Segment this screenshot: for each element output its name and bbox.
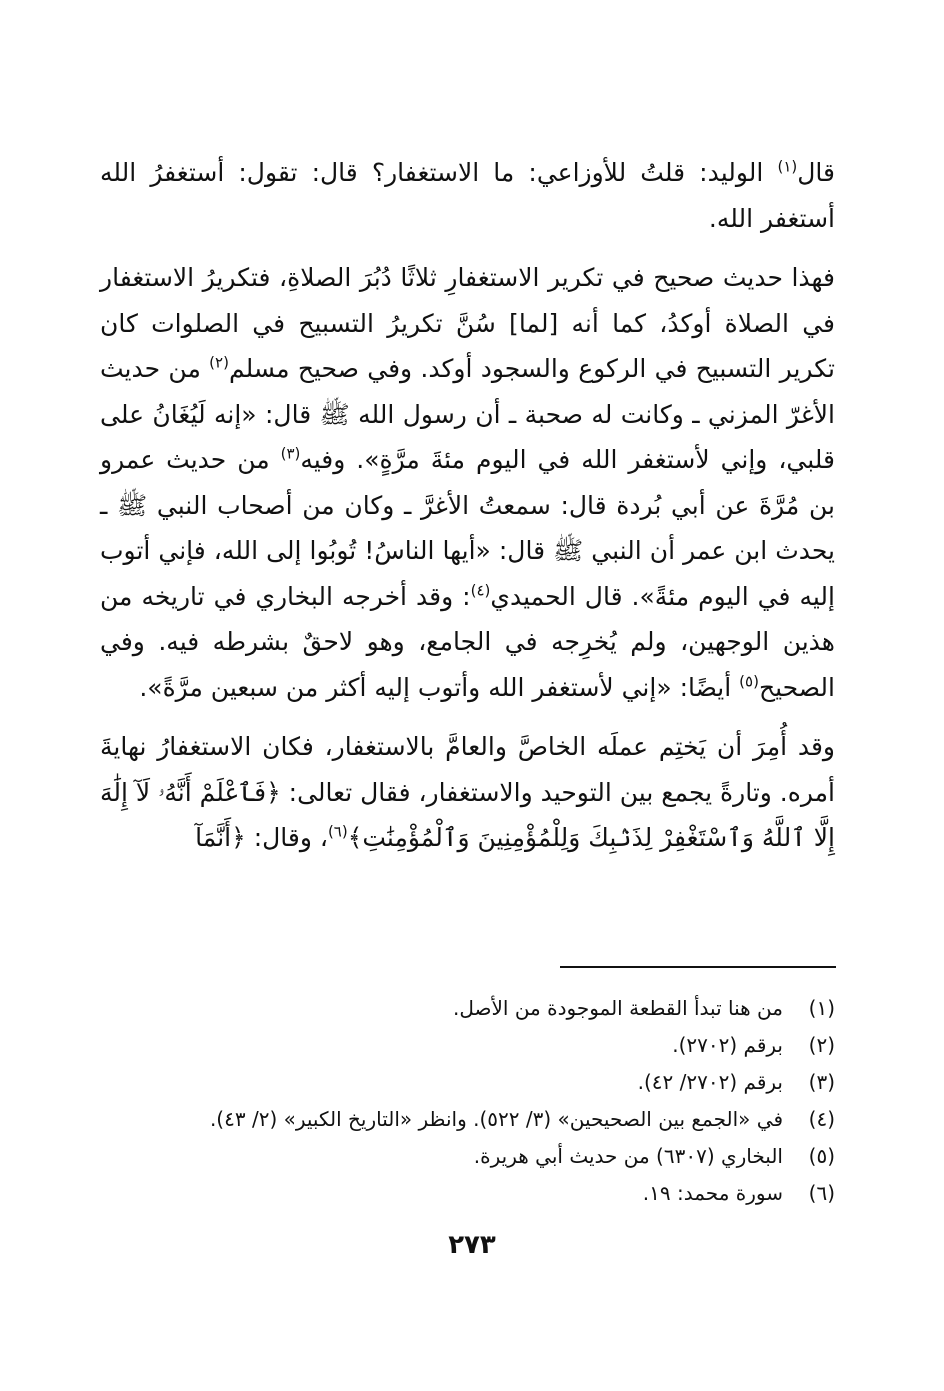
footnote-divider bbox=[560, 966, 836, 968]
footnote-number: (٣) bbox=[808, 1070, 835, 1094]
footnote-item bbox=[100, 1064, 835, 1101]
paragraph-1: قال$^{(١)}$ الوليد: قلتُ للأوزاعي: ما الاستغفار؟ قال: تقول: أستغفرُ الله أستغفر الله. bbox=[100, 157, 835, 233]
footnote-text: سورة محمد: ١٩. bbox=[642, 1181, 783, 1205]
footnote-number: (٥) bbox=[808, 1144, 835, 1168]
paragraph-3: وقد أُمِرَ أن يَختِم عملَه الخاصَّ والعامَّ بالاستغفار، فكان الاستغفارُ نهايةَ أمره. وتارةً يجمع بين التوحيد والاستغفار، فقال تعالى: ﴿فَٱعْلَمْ أَنَّهُۥ لَآ إِلَٰهَ إِلَّا ٱللَّهُ وَٱسْتَغْفِرْ لِذَنۢبِكَ وَلِلْمُؤْمِنِينَ وَٱلْمُؤْمِنَٰتِ﴾$^{(٦)}$، وقال: ﴿أَنَّمَآ bbox=[100, 732, 835, 852]
footnote-ref-3: (٣) bbox=[280, 444, 301, 463]
footnote-item bbox=[100, 1027, 835, 1064]
footnote-text: في «الجمع بين الصحيحين» (٣/ ٥٢٢). وانظر «التاريخ الكبير» (٢/ ٤٣). bbox=[209, 1107, 783, 1131]
footnote-number: (٤) bbox=[808, 1107, 835, 1131]
footnotes bbox=[100, 990, 835, 1212]
footnote-item bbox=[100, 1175, 835, 1212]
footnote-ref-5: (٥) bbox=[739, 672, 759, 691]
footnote-ref-6: (٦) bbox=[327, 822, 348, 841]
footnote-item bbox=[100, 1138, 835, 1175]
page-number: ٢٧٣ bbox=[448, 1230, 496, 1260]
footnote-number: (٦) bbox=[808, 1181, 835, 1205]
footnote-number: (٢) bbox=[808, 1033, 835, 1057]
footnote-item bbox=[100, 990, 835, 1027]
main-text bbox=[100, 150, 835, 875]
paragraph-2: فهذا حديث صحيح في تكرير الاستغفارِ ثلاثًا دُبُرَ الصلاةِ، فتكريرُ الاستغفار في الصلاة أوكدُ، كما أنه [لما] سُنَّ تكريرُ التسبيح في الصلوات كان تكرير التسبيح في الركوع والسجود أوكد. وفي صحيح مسلم$^{(٢)}$ من حديث الأغرّ المزني ـ وكانت له صحبة ـ أن رسول الله ﷺ قال: «إنه لَيُغَانُ على قلبي، وإني لأستغفر الله في اليوم مئةَ مرَّةٍ». وفيه$^{(٣)}$ من حديث عمرو بن مُرَّةَ عن أبي بُردة قال: سمعتُ الأغرَّ ـ وكان من أصحاب النبي ﷺ ـ يحدث ابن عمر أن النبي ﷺ قال: «أيها الناسُ! تُوبُوا إلى الله، فإني أتوب إليه في اليوم مئةً». قال الحميدي$^{(٤)}$: وقد أخرجه البخاري في تاريخه من هذين الوجهين، ولم يُخرِجه في الجامع، وهو لاحقٌ بشرطه فيه. وفي الصحيح$^{(٥)}$ أيضًا: «إني لأستغفر الله وأتوب إليه أكثر من سبعين مرَّةً». bbox=[100, 263, 835, 702]
footnote-ref-1: (١) bbox=[777, 157, 798, 176]
footnote-ref-2: (٢) bbox=[209, 353, 229, 372]
footnote-text: برقم (٢٧٠٢/ ٤٢). bbox=[637, 1070, 783, 1094]
footnote-text: من هنا تبدأ القطعة الموجودة من الأصل. bbox=[453, 996, 783, 1020]
footnote-item bbox=[100, 1101, 835, 1138]
footnote-text: برقم (٢٧٠٢). bbox=[672, 1033, 783, 1057]
footnote-text: البخاري (٦٣٠٧) من حديث أبي هريرة. bbox=[473, 1144, 783, 1168]
footnote-ref-4: (٤) bbox=[470, 581, 491, 600]
footnote-number: (١) bbox=[808, 996, 835, 1020]
